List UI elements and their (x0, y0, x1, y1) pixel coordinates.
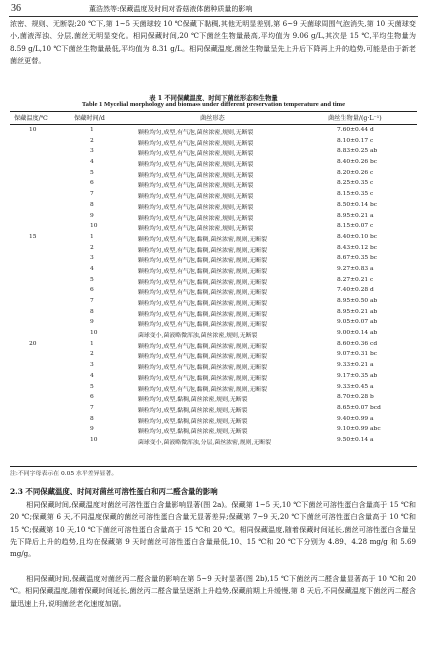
cell-biomass: 8.65±0.07 bcd (337, 404, 381, 411)
cell-time: 8 (90, 415, 94, 422)
cell-morphology: 颗粒均匀,成型,有气泡,黏稠,菌丝浓密,规则,无断裂 (138, 279, 268, 286)
cell-morphology: 颗粒均匀,成型,有气泡,黏稠,菌丝浓密,规则,无断裂 (138, 301, 268, 307)
cell-time: 4 (90, 372, 94, 379)
cell-time: 4 (90, 265, 94, 272)
cell-time: 6 (90, 287, 94, 294)
cell-time: 6 (90, 180, 94, 187)
cell-biomass: 8.40±0.10 bc (337, 233, 378, 240)
table-row (10, 298, 417, 309)
table-row (10, 373, 417, 384)
cell-biomass: 8.25±0.35 c (337, 180, 374, 187)
cell-morphology: 颗粒均匀,成型,有气泡,菌丝浓密,规则,无断裂 (138, 140, 254, 147)
cell-morphology: 颗粒均匀,成型,有气泡,菌丝浓密,规则,无断裂 (138, 183, 254, 190)
cell-biomass: 8.95±0.21 ab (337, 308, 378, 315)
table-header-rule (10, 124, 417, 125)
cell-time: 7 (90, 191, 94, 198)
cell-morphology: 颗粒均匀,成型,有气泡,黏稠,菌丝浓密,规则,无断裂 (138, 290, 268, 297)
table-row (10, 223, 417, 234)
cell-biomass: 8.67±0.35 bc (337, 255, 378, 262)
table-row (10, 234, 417, 245)
cell-morphology: 颗粒均匀,成型,有气泡,黏稠,菌丝浓密,规则,无断裂 (138, 322, 268, 329)
cell-time: 7 (90, 404, 94, 411)
table-row (10, 351, 417, 362)
cell-morphology: 颗粒均匀,成型,有气泡,菌丝浓密,规则,无断裂 (138, 194, 254, 201)
cell-biomass: 8.15±0.07 c (337, 223, 374, 230)
cell-morphology: 颗粒均匀,成型,有气泡,黏稠,菌丝浓密,规则,无断裂 (138, 268, 268, 275)
header-rule (9, 16, 418, 17)
table-row (10, 437, 417, 448)
cell-time: 9 (90, 212, 94, 219)
table-bottom-rule (10, 466, 417, 467)
cell-time: 10 (90, 330, 98, 337)
cell-morphology: 颗粒均匀,成型,有气泡,黏稠,菌丝浓密,规则,无断裂 (138, 311, 268, 318)
running-title: 董浩然等:保藏温度及时间对香菇液体菌种质量的影响 (89, 5, 253, 13)
table-top-rule (10, 111, 417, 112)
cell-biomass: 8.83±0.25 ab (337, 148, 378, 155)
cell-biomass: 8.43±0.12 bc (337, 244, 378, 251)
cell-morphology: 菌球变小,菌液略微浑浊,菌丝浓密,规则,无断裂 (138, 333, 258, 340)
cell-time: 10 (90, 223, 98, 230)
cell-time: 9 (90, 319, 94, 326)
table-row (10, 362, 417, 373)
table-row (10, 180, 417, 191)
cell-biomass: 9.50±0.14 a (337, 436, 374, 443)
cell-biomass: 8.27±0.21 c (337, 276, 374, 283)
page-header (9, 2, 418, 16)
cell-morphology: 颗粒均匀,成型,有气泡,黏稠,菌丝浓密,规则,无断裂 (138, 236, 268, 243)
cell-time: 5 (90, 276, 94, 283)
table-row (10, 255, 417, 266)
cell-morphology: 菌球变小,菌液略微浑浊,分层,菌丝浓密,规则,无断裂 (138, 439, 272, 446)
cell-morphology: 颗粒均匀,成型,有气泡,黏稠,菌丝浓密,规则,无断裂 (138, 375, 268, 382)
cell-time: 3 (90, 148, 94, 155)
cell-biomass: 9.17±0.35 ab (337, 372, 378, 379)
table-row (10, 170, 417, 181)
cell-biomass: 9.33±0.45 a (337, 383, 374, 390)
cell-time: 8 (90, 308, 94, 315)
cell-biomass: 8.70±0.28 b (337, 394, 374, 401)
table-row (10, 309, 417, 320)
cell-biomass: 8.60±0.36 cd (337, 340, 378, 347)
cell-morphology: 颗粒均匀,成型,黏稠,菌丝浓密,规则,无断裂 (138, 429, 248, 436)
cell-time: 3 (90, 362, 94, 369)
cell-morphology: 颗粒均匀,成型,有气泡,菌丝浓密,规则,无断裂 (138, 162, 254, 169)
cell-morphology: 颗粒均匀,成型,有气泡,黏稠,菌丝浓密,规则,无断裂 (138, 247, 268, 254)
cell-biomass: 9.00±0.14 ab (337, 330, 378, 337)
cell-time: 6 (90, 394, 94, 401)
cell-biomass: 8.15±0.35 c (337, 191, 374, 198)
cell-time: 3 (90, 255, 94, 262)
cell-time: 4 (90, 159, 94, 166)
cell-morphology: 颗粒均匀,成型,有气泡,菌丝浓密,规则,无断裂 (138, 151, 254, 158)
header-biomass: 菌丝生物量/(g·L⁻¹) (328, 115, 382, 122)
cell-time: 5 (90, 169, 94, 176)
cell-time: 8 (90, 201, 94, 208)
section-paragraph-1: 相同保藏时间,保藏温度对菌丝可溶性蛋白含量影响显著(图 2a)。保藏第 1~5 天,10 ℃下菌丝可溶性蛋白含量高于 15 ℃和 20 ℃;保藏第 6 天,不同温度保藏的菌丝可溶性蛋白含量无显著差异;保藏第 7~9 天,20 ℃下菌丝可溶性蛋白含量高于 10 ℃和 15 ℃;保藏第 10 天,10 ℃下菌丝可溶性蛋白含量高于 15 ℃和 20 ℃。相同保藏温度,随着保藏时间延长,菌丝可溶性蛋白含量呈先下降后上升的趋势,且均在保藏第 9 天时菌丝可溶性蛋白含量最低,10、15 ℃和 20 ℃下分别为 4.89、4.28 mg/g 和 5.69 mg/g。 (10, 500, 416, 559)
cell-morphology: 颗粒均匀,成型,有气泡,菌丝浓密,规则,无断裂 (138, 226, 254, 233)
cell-morphology: 颗粒均匀,成型,有气泡,菌丝浓密,规则,无断裂 (138, 204, 254, 211)
cell-morphology: 颗粒均匀,成型,有气泡,菌丝浓密,规则,无断裂 (138, 172, 254, 179)
cell-time: 9 (90, 426, 94, 433)
table-note: 注:不同字母表示在 0.05 水平差异显著。 (10, 471, 118, 477)
cell-morphology: 颗粒均匀,成型,有气泡,菌丝浓密,规则,无断裂 (138, 215, 254, 222)
cell-time: 2 (90, 137, 94, 144)
cell-morphology: 颗粒均匀,成型,黏稠,菌丝浓密,规则,无断裂 (138, 407, 248, 414)
cell-time: 7 (90, 298, 94, 304)
table-row (10, 213, 417, 224)
cell-temperature: 10 (29, 127, 37, 133)
table-row (10, 287, 417, 298)
cell-temperature: 20 (29, 340, 37, 347)
cell-biomass: 7.60±0.44 d (337, 127, 374, 133)
cell-biomass: 8.95±0.50 ab (337, 298, 378, 304)
table-row (10, 384, 417, 395)
table-row (10, 245, 417, 256)
cell-morphology: 颗粒均匀,成型,有气泡,黏稠,菌丝浓密,规则,无断裂 (138, 365, 268, 372)
table-row (10, 202, 417, 213)
cell-biomass: 8.50±0.14 bc (337, 201, 378, 208)
table-caption-cn: 表 1 不同保藏温度、时间下菌丝形态和生物量 (149, 95, 278, 102)
table-row (10, 394, 417, 405)
section-paragraph-2: 相同保藏时间,保藏温度对菌丝丙二醛含量的影响在第 5~9 天时显著(图 2b),15 ℃下菌丝丙二醛含量显著高于 10 ℃和 20 ℃。相同保藏温度,随着保藏时间延长,菌丝丙二醛含量呈逐渐上升趋势,保藏前期上升缓慢,第 8 天后,不同保藏温度下菌丝丙二醛含量迅速上升,说明菌丝老化速度加剧。 (10, 574, 416, 608)
intro-paragraph: 浓密、规则、无断裂;20 ℃下,第 1~5 天菌球较 10 ℃保藏下黏稠,其他无明显差别,第 6~9 天菌球周围气泡消失,第 10 天菌球变小,菌液浑浊、分层,菌丝无明显变化。相同保藏时间,20 ℃下菌丝生物量最高,平均值为 9.06 g/L,其次是 15 ℃,平均生物量为 8.59 g/L,10 ℃下菌丝生物量最低,平均值为 8.31 g/L。相同保藏温度,菌丝生物量呈先上升后下降再上升的趋势,可能是由于新老菌丝更替。 (10, 19, 416, 65)
cell-morphology: 颗粒均匀,成型,有气泡,黏稠,菌丝浓密,规则,无断裂 (138, 343, 268, 350)
cell-biomass: 9.07±0.31 bc (337, 351, 378, 358)
table-row (10, 330, 417, 341)
table-row (10, 266, 417, 277)
table-row (10, 138, 417, 149)
cell-morphology: 颗粒均匀,成型,有气泡,菌丝浓密,规则,无断裂 (138, 130, 254, 136)
cell-time: 1 (90, 233, 94, 240)
table-row (10, 416, 417, 427)
cell-biomass: 8.10±0.17 c (337, 137, 374, 144)
table-row (10, 405, 417, 416)
cell-biomass: 9.33±0.21 a (337, 362, 374, 369)
table-row (10, 148, 417, 159)
header-morphology: 菌丝形态 (200, 115, 225, 122)
cell-morphology: 颗粒均匀,成型,黏稠,菌丝浓密,规则,无断裂 (138, 418, 248, 425)
table-row (10, 191, 417, 202)
cell-time: 1 (90, 127, 94, 133)
table-row (10, 277, 417, 288)
table-row (10, 159, 417, 170)
cell-time: 2 (90, 244, 94, 251)
page-number: 36 (11, 3, 21, 14)
cell-time: 2 (90, 351, 94, 358)
cell-time: 5 (90, 383, 94, 390)
cell-biomass: 8.20±0.26 c (337, 169, 374, 176)
table-row (10, 341, 417, 352)
table-caption-en: Table 1 Mycelial morphology and biomass under different preservation temperature and time (81, 101, 346, 108)
cell-morphology: 颗粒均匀,成型,有气泡,黏稠,菌丝浓密,规则,无断裂 (138, 386, 268, 393)
cell-morphology: 颗粒均匀,成型,有气泡,黏稠,菌丝浓密,规则,无断裂 (138, 354, 268, 361)
table-header-row (10, 113, 417, 123)
table-row (10, 426, 417, 437)
section-heading: 2.3 不同保藏温度、时间对菌丝可溶性蛋白和丙二醛含量的影响 (10, 487, 218, 496)
header-temperature: 保藏温度/℃ (14, 115, 48, 122)
cell-time: 1 (90, 340, 94, 347)
header-time: 保藏时间/d (74, 115, 105, 122)
cell-biomass: 8.95±0.21 a (337, 212, 374, 219)
table-row (10, 319, 417, 330)
cell-temperature: 15 (29, 233, 37, 240)
cell-time: 10 (90, 436, 98, 443)
cell-biomass: 9.40±0.99 a (337, 415, 374, 422)
cell-morphology: 颗粒均匀,成型,黏稠,菌丝浓密,规则,无断裂 (138, 397, 248, 404)
cell-morphology: 颗粒均匀,成型,有气泡,黏稠,菌丝浓密,规则,无断裂 (138, 258, 268, 265)
table-body (10, 127, 417, 448)
cell-biomass: 9.05±0.07 ab (337, 319, 378, 326)
cell-biomass: 9.27±0.83 a (337, 265, 374, 272)
cell-biomass: 8.40±0.26 bc (337, 159, 378, 166)
cell-biomass: 7.40±0.28 d (337, 287, 374, 294)
cell-biomass: 9.10±0.99 abc (337, 426, 381, 433)
table-row (10, 127, 417, 138)
